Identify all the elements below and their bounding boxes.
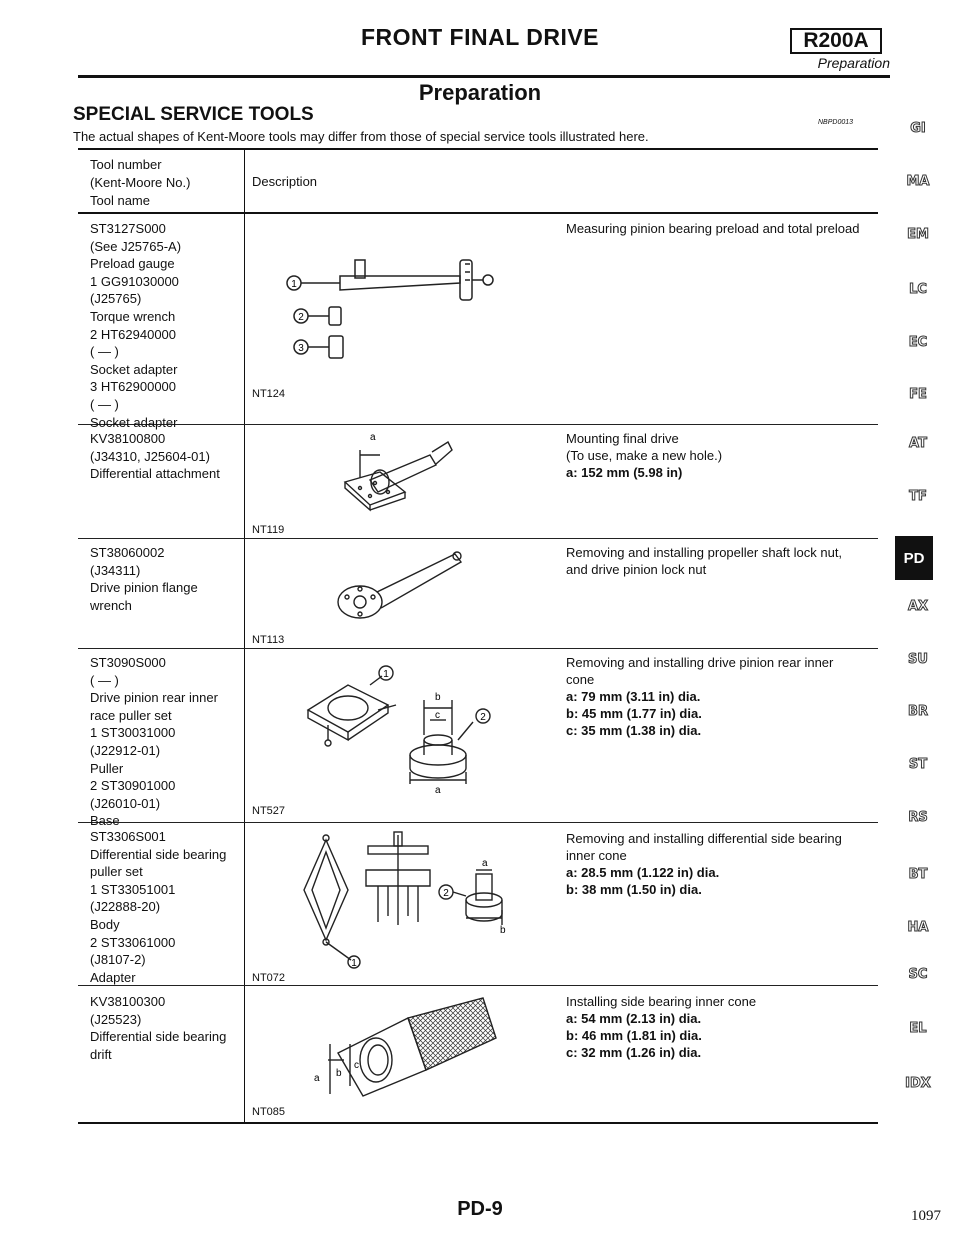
callout-2: 2 — [443, 888, 449, 899]
tool-line: Socket adapter — [90, 414, 178, 430]
tool-cell — [90, 993, 226, 1063]
tool-cell — [90, 654, 218, 830]
tool-line: Torque wrench — [90, 308, 176, 324]
tool-line: Drive pinion rear inner — [90, 690, 218, 706]
side-tab-st[interactable]: ST — [908, 757, 928, 772]
tool-line: wrench — [90, 597, 132, 613]
dimension-a: a — [370, 432, 376, 443]
tool-line: (J22888-20) — [90, 899, 161, 915]
tool-line: 1 ST30031000 — [90, 725, 176, 741]
dimension-a: a — [435, 785, 441, 796]
side-tab-fe[interactable]: FE — [909, 387, 927, 402]
tool-line: ST3306S001 — [90, 829, 166, 844]
side-tab-idx[interactable]: IDX — [905, 1076, 931, 1091]
desc-line: c: 35 mm (1.38 in) dia. — [566, 723, 702, 738]
desc-line: a: 28.5 mm (1.122 in) dia. — [566, 865, 720, 880]
tool-line: (J25765) — [90, 291, 142, 307]
desc-line: Mounting final drive — [566, 431, 679, 446]
figure-code: NT124 — [252, 388, 286, 400]
table-header-tool — [90, 156, 190, 210]
desc-line: b: 38 mm (1.50 in) dia. — [566, 882, 702, 897]
row-separator — [78, 648, 244, 649]
tool-line: ( — ) — [90, 344, 119, 360]
callout-3: 3 — [298, 343, 304, 354]
desc-line: c: 32 mm (1.26 in) dia. — [566, 1045, 702, 1060]
tool-line: (J22912-01) — [90, 742, 161, 758]
side-tab-tf[interactable]: TF — [909, 489, 927, 504]
tool-line: Socket adapter — [90, 361, 178, 377]
tool-line: ( — ) — [90, 396, 119, 412]
tool-line: KV38100300 — [90, 994, 166, 1009]
tool-line: ST38060002 — [90, 545, 165, 560]
row-separator — [244, 648, 878, 649]
tool-line: Body — [90, 916, 120, 932]
side-tab-ax[interactable]: AX — [907, 599, 929, 614]
dimension-b: b — [336, 1068, 342, 1079]
tool-line: KV38100800 — [90, 431, 166, 446]
side-tab-gi[interactable]: GI — [910, 121, 926, 136]
side-tab-ha[interactable]: HA — [907, 920, 929, 935]
dimension-b: b — [435, 692, 441, 703]
row-separator — [244, 985, 878, 986]
tool-line: ( — ) — [90, 672, 119, 688]
desc-line: Installing side bearing inner cone — [566, 994, 757, 1009]
tool-line: (J8107-2) — [90, 952, 146, 968]
header-tool-number: Tool number — [90, 157, 162, 172]
figure-code: NT527 — [252, 805, 286, 817]
side-tab-ma[interactable]: MA — [906, 174, 930, 189]
desc-line: b: 46 mm (1.81 in) dia. — [566, 1028, 702, 1043]
description-cell — [566, 654, 833, 739]
desc-line: a: 152 mm (5.98 in) — [566, 465, 683, 480]
description-cell — [566, 220, 859, 237]
tool-cell — [90, 544, 198, 614]
section-title: Preparation — [418, 80, 542, 105]
tool-line: puller set — [90, 864, 143, 880]
row-separator — [244, 538, 878, 539]
tool-line: (J26010-01) — [90, 795, 161, 811]
tool-line: (J34311) — [90, 562, 141, 578]
tool-line: (See J25765-A) — [90, 238, 182, 254]
side-tab-pd-active[interactable]: PD — [895, 536, 933, 580]
header-tool-name: Tool name — [90, 193, 150, 208]
row-separator — [244, 424, 878, 425]
side-tab-br[interactable]: BR — [908, 704, 928, 719]
side-tab-bt[interactable]: BT — [908, 867, 928, 882]
dimension-a: a — [482, 858, 488, 869]
side-tab-at[interactable]: AT — [909, 436, 927, 451]
row-separator — [244, 822, 878, 823]
reference-code: NBPD0013 — [818, 119, 854, 126]
side-bearing-puller-illustration — [296, 830, 516, 969]
description-cell — [566, 430, 722, 481]
callout-2: 2 — [480, 712, 486, 723]
tool-line: Preload gauge — [90, 256, 175, 272]
side-tab-sc[interactable]: SC — [908, 967, 928, 982]
callout-1: 1 — [351, 958, 357, 969]
tool-line: drift — [90, 1046, 112, 1062]
tool-line: 1 GG91030000 — [90, 273, 179, 289]
tool-line: Differential side bearing — [90, 1029, 227, 1045]
tool-line: Adapter — [90, 969, 136, 985]
side-tab-ec[interactable]: EC — [908, 335, 928, 350]
figure-code: NT072 — [252, 972, 286, 984]
tool-line: 2 ST33061000 — [90, 934, 176, 950]
table-bottom-rule — [78, 1122, 878, 1124]
desc-line: cone — [566, 672, 595, 687]
tool-line: ST3127S000 — [90, 221, 166, 236]
desc-line: Removing and installing drive pinion rear inner — [566, 655, 834, 670]
callout-1: 1 — [383, 669, 389, 680]
description-cell — [566, 544, 842, 578]
header-rule — [78, 75, 890, 78]
desc-line: b: 45 mm (1.77 in) dia. — [566, 706, 702, 721]
desc-line: (To use, make a new hole.) — [566, 448, 723, 463]
tool-line: Puller — [90, 760, 124, 776]
tool-line: (J34310, J25604-01) — [90, 448, 210, 464]
pinion-flange-wrench-illustration — [335, 542, 485, 624]
desc-line: and drive pinion lock nut — [566, 562, 707, 577]
side-tab-rs[interactable]: RS — [908, 810, 928, 825]
tool-line: 2 ST30901000 — [90, 778, 176, 794]
model-code-badge: R200A — [790, 28, 882, 54]
tool-line: ST3090S000 — [90, 655, 166, 670]
desc-line: Removing and installing propeller shaft lock nut, — [566, 545, 843, 560]
tool-cell — [90, 220, 181, 431]
dimension-b: b — [500, 925, 506, 936]
tool-line: 1 ST33051001 — [90, 881, 176, 897]
tool-line: Differential side bearing — [90, 846, 227, 862]
tool-line: (J25523) — [90, 1011, 142, 1027]
side-tab-em[interactable]: EM — [907, 227, 929, 242]
tool-line: Differential attachment — [90, 466, 220, 482]
table-top-rule — [78, 148, 878, 150]
page-title: FRONT FINAL DRIVE — [360, 24, 600, 50]
tool-line: race puller set — [90, 707, 172, 723]
description-cell — [566, 993, 756, 1061]
side-bearing-drift-illustration — [308, 998, 508, 1108]
preload-gauge-illustration — [285, 250, 515, 380]
figure-code: NT113 — [252, 634, 285, 646]
dimension-c: c — [354, 1060, 359, 1071]
tool-line: Base — [90, 813, 120, 829]
tool-line: 3 HT62900000 — [90, 379, 177, 395]
page-number: 1097 — [911, 1208, 941, 1224]
tool-cell — [90, 430, 220, 483]
side-tab-su[interactable]: SU — [908, 652, 928, 667]
page-label: PD-9 — [457, 1198, 503, 1220]
tool-cell — [90, 828, 226, 986]
dimension-a: a — [314, 1073, 320, 1084]
desc-line: a: 54 mm (2.13 in) dia. — [566, 1011, 702, 1026]
desc-line: inner cone — [566, 848, 627, 863]
desc-line: Removing and installing differential side bearing — [566, 831, 842, 846]
table-header-rule — [78, 212, 878, 214]
side-tab-el[interactable]: EL — [909, 1021, 927, 1036]
row-separator — [78, 538, 244, 539]
callout-1: 1 — [291, 279, 297, 290]
header-kent-moore: (Kent-Moore No.) — [90, 175, 191, 190]
description-cell — [566, 830, 842, 898]
rear-inner-race-puller-illustration — [298, 660, 508, 800]
tool-line: Drive pinion flange — [90, 580, 198, 596]
side-tab-lc[interactable]: LC — [909, 282, 927, 297]
desc-line: Measuring pinion bearing preload and total preload — [566, 221, 860, 236]
desc-line: a: 79 mm (3.11 in) dia. — [566, 689, 701, 704]
figure-code: NT119 — [252, 524, 285, 536]
section-label: Preparation — [817, 55, 890, 71]
tool-line: 2 HT62940000 — [90, 326, 177, 342]
figure-code: NT085 — [252, 1106, 286, 1118]
dimension-c: c — [435, 710, 440, 721]
table-header-description: Description — [252, 174, 318, 189]
differential-attachment-illustration — [340, 430, 470, 515]
table-column-divider — [244, 150, 245, 1122]
sst-intro: The actual shapes of Kent-Moore tools may differ from those of special service tools illustrated here. — [73, 129, 649, 144]
sst-heading: SPECIAL SERVICE TOOLS — [73, 104, 314, 125]
callout-2: 2 — [298, 312, 304, 323]
